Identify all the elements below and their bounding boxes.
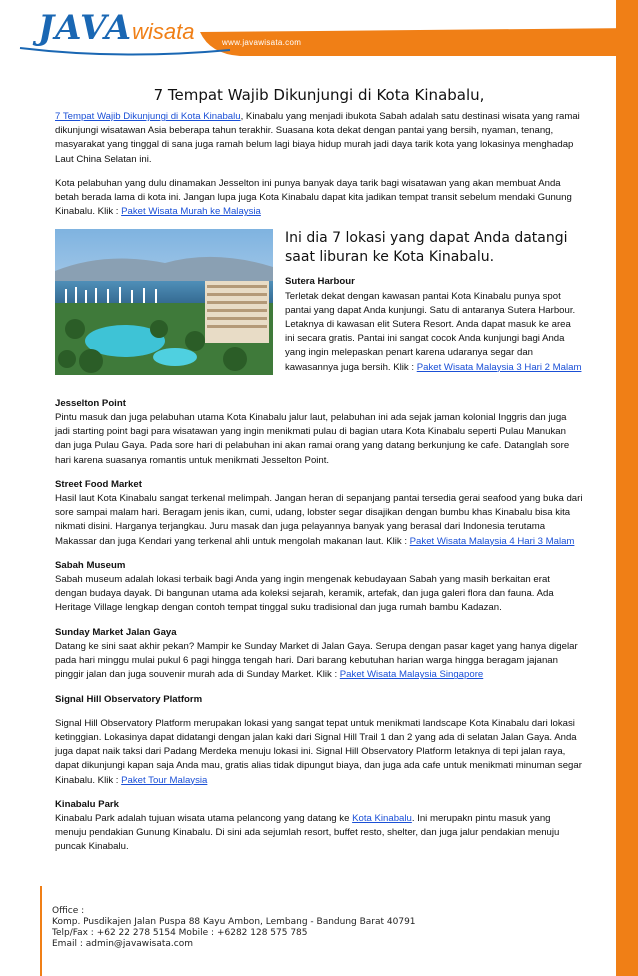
section-text-after: . Ini merupakn pintu masuk yang menuju pendakian Gunung Kinabalu. Di sini ada sejumlah resort, buffet resto, shelter, dan juga jalur pendakian menuju puncak Kinabalu. [55,812,560,853]
logo[interactable] [38,8,194,48]
section-text: Sabah museum adalah lokasi terbaik bagi Anda yang ingin mengenak kebudayaan Sabah yang masih berkaitan erat dengan budaya dayak. Di bangunan utama ada koleksi sejarah, keramik, artefak, dan juga galeri flora dan fauna. Ada Heritage Village lengkap dengan contoh tempat tinggal suku tradisional dan juga rumah bambu Kadazan. [55,574,554,614]
section-heading: Signal Hill Observatory Platform [55,693,203,705]
second-paragraph [55,177,583,220]
footer-office: Office : [52,906,85,916]
header-banner [0,0,638,62]
footer-phone: Telp/Fax : +62 22 278 5154 Mobile : +6282 128 575 785 [52,928,308,938]
section-text: Hasil laut Kota Kinabalu sangat terkenal melimpah. Jangan heran di sepanjang pantai tersedia gerai seafood yang buka dari sore sampai malam hari. Beragam jenis ikan, cumi, udang, lobster segar disajikan dengan bumbu khas Kinabalu bisa kita nikmati disini. Harganya terjangkau. Juru masak dan juga pelayannya banyak yang berasal dari Indonesia terutama Makassar dan juga Kendari yang terkenal ahli untuk mengolah makanan laut. Klik : [55,493,583,547]
section-text: Pintu masuk dan juga pelabuhan utama Kota Kinabalu jalur laut, pelabuhan ini ada sejak jaman kolonial Inggris dan juga jadi starting point bagi para wisatawan yang ingin menikmati pulau di bagian utara Kota Kinabalu seperti Pulau Manukan dan juga Pulau Gaya. Pada sore hari di pelabuhan ini akan ramai orang yang datang berkunjung ke cafe. Datanglah sore hari karena suasanya romantis untuk menikmati Jesselton Point. [55,412,570,466]
harbour-illustration [55,229,273,375]
footer-accent-line [40,886,42,976]
intro-text: , Kinabalu yang menjadi ibukota Sabah adalah satu destinasi wisata yang ramai dikunjungi wisatawan Asia beberapa tahun terakhir. Suasana kota dekat dengan pantai yang bersih, nyaman, tenang, masyarakat yang tinggal di sana juga ramah belum lagi biaya hidup murah jadi daya tarik kota yang lokasinya menghadap Laut China Selatan ini. [55,111,580,165]
section-heading: Street Food Market [55,478,142,490]
intro-link[interactable]: 7 Tempat Wajib Dikunjungi di Kota Kinabalu [55,111,241,122]
section-sunday-market [55,626,583,683]
harbour-photo [55,229,273,375]
section-heading: Sabah Museum [55,559,126,571]
para2-text: Kota pelabuhan yang dulu dinamakan Jesselton ini punya banyak daya tarik bagi wisatawan yang akan membuat Anda betah berada lama di kota ini. Jangan lupa juga Kota Kinabalu dapat kita jadikan tempat transit sebelum mendaki Gunung Kinabalu. Klik : [55,177,572,218]
section-link[interactable]: Paket Wisata Malaysia Singapore [339,669,484,681]
section-text: Signal Hill Observatory Platform merupakan lokasi yang sangat tepat untuk menikmati landscape Kota Kinabalu dari lokasi ketinggian. Lokasinya dapat didatangi dengan jalan kaki dari Signal Hill Trail 1 dan 2 yang ada di selatan Jalan Gaya. Anda juga dapat naik taksi dari Padang Merdeka menuju lokasi ini. Signal Hill Observatory Platform letaknya di tepi jalan raya, dapat dikunjungi kapan saja Anda mau, gratis alias tidak dipungut biaya, dan juga ada cafe untuk menikmati minuman segar Kinabalu. Klik : [55,717,582,786]
footer [52,906,416,950]
para2-link[interactable]: Paket Wisata Murah ke Malaysia [121,206,261,218]
section-link[interactable]: Paket Wisata Malaysia 3 Hari 2 Malam [416,361,582,373]
section-text: Datang ke sini saat akhir pekan? Mampir ke Sunday Market di Jalan Gaya. Serupa dengan pasar kaget yang hanya digelar pada hari minggu mulai pukul 6 pagi hingga tengah hari. Dari barang kebutuhan harian warga hingga beragam jajanan pinggir jalan dan juga souvenir murah ada di Sunday Market. Klik : [55,640,578,681]
right-accent-band [616,0,638,976]
section-signal-hill [55,717,583,788]
page-title: 7 Tempat Wajib Dikunjungi di Kota Kinabalu, [153,86,485,104]
article-body [55,110,583,865]
section-text: Terletak dekat dengan kawasan pantai Kota Kinabalu punya spot pantai yang dapat Anda kunjungi. Satu di antaranya Sutera Harbour. Letaknya di kawasan elit Sutera Resort. Anda dapat masuk ke area ini secara gratis. Pantai ini sangat cocok Anda kunjungi bagi Anda yang ingin melepaskan penart karena udaranya segar dan kawasannya juga bersih. Klik : [285,290,576,373]
section-link[interactable]: Paket Wisata Malaysia 4 Hari 3 Malam [409,535,575,547]
section-text: Kinabalu Park adalah tujuan wisata utama pelancong yang datang ke [55,812,353,824]
section-heading: Jesselton Point [55,397,126,409]
footer-email[interactable]: Email : admin@javawisata.com [52,939,193,949]
site-url: www.javawisata.com [222,38,302,47]
footer-address: Komp. Pusdikajen Jalan Puspa 88 Kayu Ambon, Lembang - Bandung Barat 40791 [52,917,416,927]
section-heading: Sunday Market Jalan Gaya [55,626,177,638]
section-link[interactable]: Kota Kinabalu [352,812,412,824]
section-street-food [55,478,583,549]
intro-paragraph [55,110,583,167]
section-signal-hill-heading [55,693,583,707]
section-jesselton [55,397,583,468]
section-link[interactable]: Paket Tour Malaysia [121,774,208,786]
section-heading: Kinabalu Park [55,798,119,810]
intro-column [285,229,583,384]
section-sabah-museum [55,559,583,616]
lead-text: Ini dia 7 lokasi yang dapat Anda datangi saat liburan ke Kota Kinabalu. [285,230,568,266]
section-sutera [285,275,583,374]
logo-java: JAVA [38,8,133,48]
section-heading: Sutera Harbour [285,276,355,288]
photo-row [55,229,583,384]
section-kinabalu-park [55,798,583,855]
logo-wisata: wisata [132,19,195,44]
